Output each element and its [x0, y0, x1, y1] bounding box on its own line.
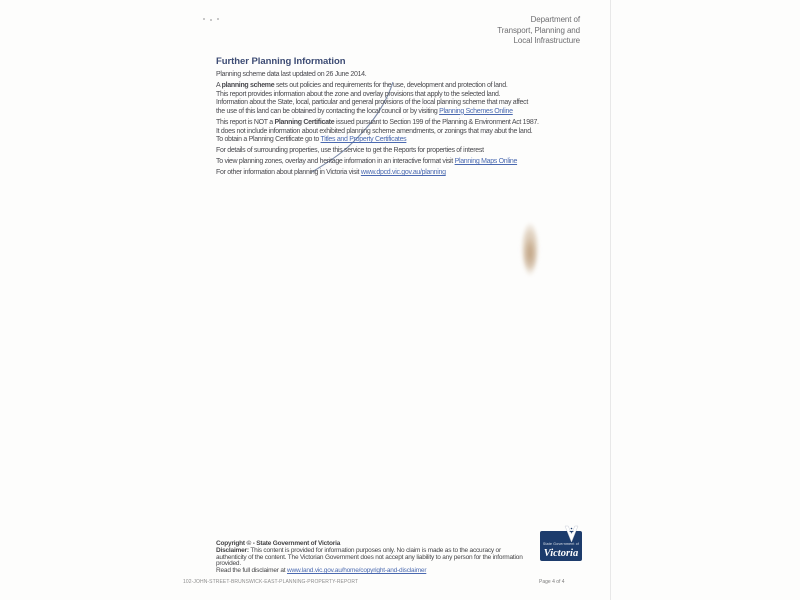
body-line: For details of surrounding properties, use this service to get the Reports for properties of interest — [216, 147, 484, 155]
text-segment: sets out policies and requirements for the use, development and protection of land. — [274, 82, 508, 90]
scan-crease-line — [610, 0, 611, 600]
body-line: This report provides information about the zone and overlay provisions that apply to the selected land. — [216, 90, 501, 98]
paragraph-planning-certificate — [216, 119, 596, 145]
body-line — [216, 119, 596, 128]
link-planning-schemes-online[interactable]: Planning Schemes Online — [439, 107, 513, 115]
footer-block — [216, 541, 546, 575]
link-titles-property-certificates[interactable]: Titles and Property Certificates — [320, 136, 407, 144]
text-segment: For other information about planning in Victoria visit — [216, 169, 361, 177]
page-number: Page 4 of 4 — [539, 579, 565, 585]
body-line — [216, 108, 596, 117]
text-segment: issued pursuant to Section 199 of the Planning & Environment Act 1987. — [334, 118, 539, 126]
department-header — [497, 15, 580, 47]
pencil-dot — [203, 18, 205, 20]
paragraph-planning-maps — [216, 158, 596, 167]
footer-read-disclaimer — [216, 568, 546, 575]
logo-victoria-wordmark: Victoria — [543, 548, 579, 559]
pencil-dot — [210, 19, 212, 21]
department-line: Local Infrastructure — [513, 36, 580, 45]
text-segment: To view planning zones, overlay and heritage information in an interactive format visit — [216, 158, 455, 166]
document-reference: 102-JOHN-STREET-BRUNSWICK-EAST-PLANNING-PROPERTY-REPORT — [183, 579, 359, 585]
link-planning-maps-online[interactable]: Planning Maps Online — [454, 158, 518, 166]
text-segment: the use of this land can be obtained by contacting the local council or by visiting — [216, 107, 440, 115]
paragraph-planning-scheme — [216, 82, 596, 116]
link-copyright-and-disclaimer[interactable]: www.land.vic.gov.au/home/copyright-and-disclaimer — [287, 567, 427, 575]
footer-disclaimer — [216, 548, 524, 568]
body-line: It does not include information about exhibited planning scheme amendments, or zonings that may abut the land. — [216, 127, 533, 135]
body-line: Information about the State, local, particular and general provisions of the local planning scheme that may affect — [216, 99, 528, 107]
pencil-dot — [217, 18, 219, 20]
body-line: Planning scheme data last updated on 26 June 2014. — [216, 71, 367, 78]
bold-term-planning-scheme: planning scheme — [221, 82, 275, 90]
disclaimer-text: This content is provided for information purposes only. No claim is made as to the accuracy or authenticity of the content. The Victorian Government does not accept any liability to any person for the information provided. — [216, 546, 523, 568]
paper-stain-mark-core — [523, 238, 537, 272]
department-line: Department of — [530, 15, 580, 24]
text-segment: This report is NOT a — [216, 118, 275, 126]
department-line: Transport, Planning and — [497, 25, 580, 35]
paragraph-surrounding-properties — [216, 147, 596, 156]
victoria-government-logo — [540, 531, 582, 561]
footer-copyright: Copyright © - State Government of Victoria — [216, 540, 341, 547]
text-segment: A — [216, 82, 222, 90]
body-line — [216, 158, 596, 167]
body-line — [216, 82, 596, 91]
paragraph-other-information — [216, 169, 596, 178]
body-line — [216, 136, 596, 145]
bold-term-planning-certificate: Planning Certificate — [274, 118, 335, 126]
body-line — [216, 169, 596, 178]
paragraph-updated — [216, 71, 596, 80]
disclaimer-label: Disclaimer: — [216, 546, 249, 554]
link-dpcd-planning[interactable]: www.dpcd.vic.gov.au/planning — [360, 169, 446, 177]
text-segment: Read the full disclaimer at — [216, 567, 287, 575]
page-title: Further Planning Information — [216, 56, 346, 67]
logo-small-text: State Government of — [542, 542, 580, 546]
text-segment: To obtain a Planning Certificate go to — [216, 136, 321, 144]
document-body — [216, 57, 596, 181]
